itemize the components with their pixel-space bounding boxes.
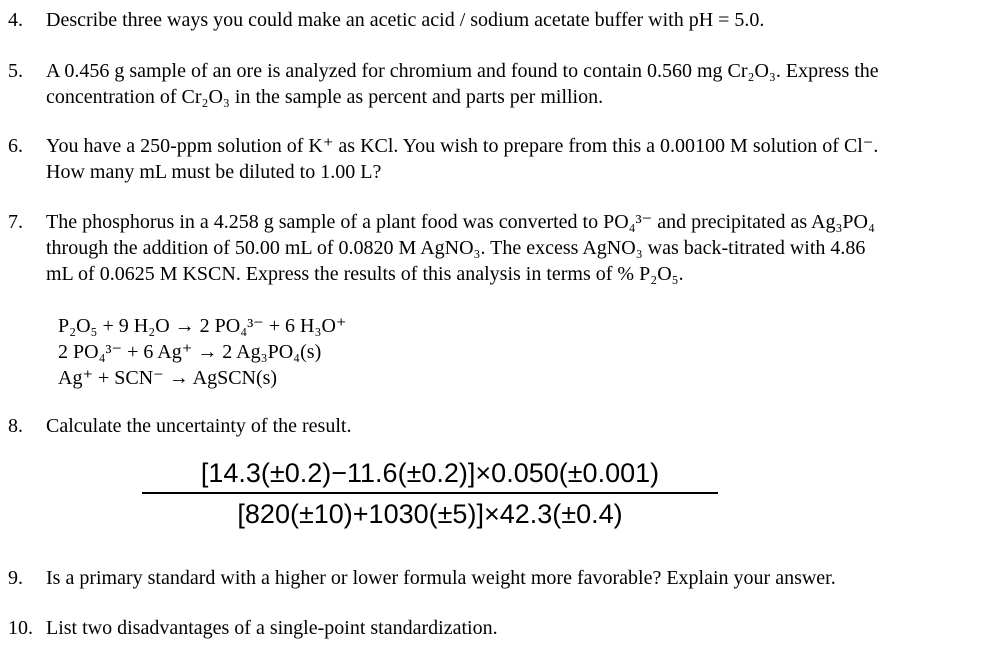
equation-line: Ag⁺ + SCN⁻ → AgSCN(s) bbox=[58, 367, 278, 389]
question-number: 7. bbox=[8, 211, 23, 233]
question-line: You have a 250-ppm solution of K⁺ as KCl. You wish to prepare from this a 0.00100 M solution of Cl⁻. bbox=[46, 135, 879, 157]
question-number: 10. bbox=[8, 617, 33, 639]
question-line: How many mL must be diluted to 1.00 L? bbox=[46, 161, 382, 183]
question-text bbox=[46, 7, 995, 33]
question-number: 5. bbox=[8, 60, 23, 82]
question-text bbox=[46, 209, 995, 287]
fraction-bar bbox=[142, 492, 718, 494]
question-number: 4. bbox=[8, 9, 23, 31]
equation-line: P₂O₅ + 9 H₂O → 2 PO₄³⁻ + 6 H₃O⁺ bbox=[58, 315, 347, 337]
question-line: Is a primary standard with a higher or lower formula weight more favorable? Explain your answer. bbox=[46, 567, 836, 589]
reaction-equations bbox=[58, 313, 346, 391]
question-text bbox=[46, 413, 995, 439]
question-line: through the addition of 50.00 mL of 0.0820 M AgNO₃. The excess AgNO₃ was back-titrated with 4.86 bbox=[46, 237, 866, 259]
question-line: Describe three ways you could make an acetic acid / sodium acetate buffer with pH = 5.0. bbox=[46, 9, 765, 31]
question-line: Calculate the uncertainty of the result. bbox=[46, 415, 352, 437]
question-line: List two disadvantages of a single-point standardization. bbox=[46, 617, 498, 639]
question-number: 9. bbox=[8, 567, 23, 589]
question-line: mL of 0.0625 M KSCN. Express the results of this analysis in terms of % P₂O₅. bbox=[46, 263, 684, 285]
question-text bbox=[46, 58, 995, 110]
question-number: 8. bbox=[8, 415, 23, 437]
question-line: The phosphorus in a 4.258 g sample of a plant food was converted to PO₄³⁻ and precipitated as Ag₃PO₄ bbox=[46, 211, 875, 233]
fraction-denominator: [820(±10)+1030(±5)]×42.3(±0.4) bbox=[237, 499, 623, 529]
question-number: 6. bbox=[8, 135, 23, 157]
question-text bbox=[46, 133, 995, 185]
question-line: A 0.456 g sample of an ore is analyzed for chromium and found to contain 0.560 mg Cr₂O₃. Express the bbox=[46, 60, 879, 82]
fraction-numerator: [14.3(±0.2)−11.6(±0.2)]×0.050(±0.001) bbox=[200, 458, 660, 488]
question-line: concentration of Cr₂O₃ in the sample as percent and parts per million. bbox=[46, 86, 604, 108]
uncertainty-fraction bbox=[142, 455, 718, 532]
question-text bbox=[46, 615, 995, 641]
equation-line: 2 PO₄³⁻ + 6 Ag⁺ → 2 Ag₃PO₄(s) bbox=[58, 341, 322, 363]
question-text bbox=[46, 565, 995, 591]
